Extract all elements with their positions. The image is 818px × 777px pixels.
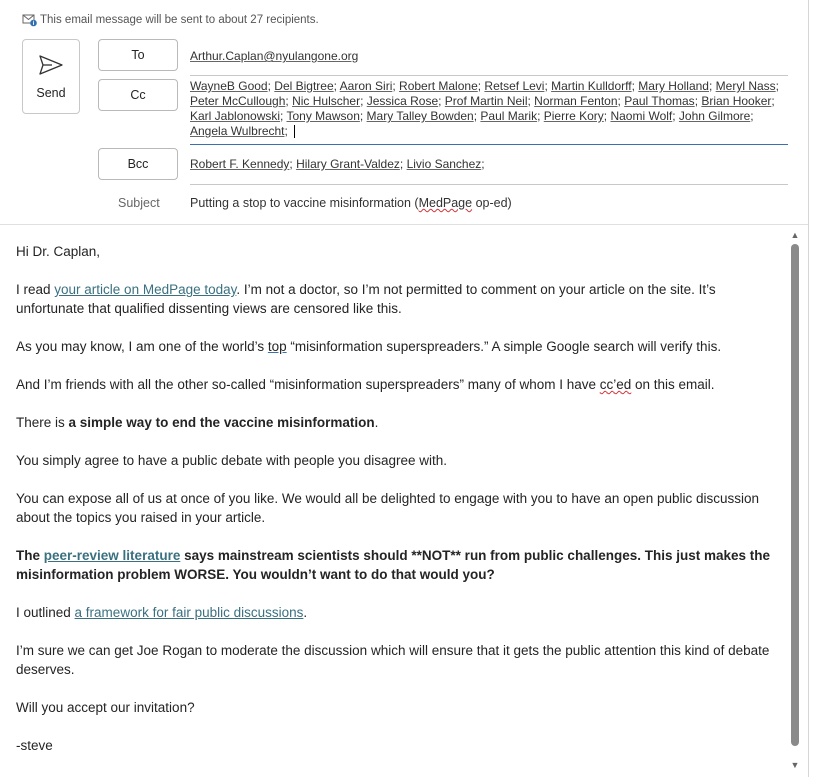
- p4-bold: a simple way to end the vaccine misinformation: [68, 415, 375, 430]
- bcc-button-label: Bcc: [127, 157, 149, 171]
- paragraph-10: Will you accept our invitation?: [16, 700, 195, 715]
- recipient-separator: ;: [544, 79, 552, 93]
- scroll-down-arrow-icon[interactable]: ▼: [790, 760, 800, 770]
- p1-text-a: I read: [16, 282, 55, 297]
- p8-text-a: I outlined: [16, 605, 75, 620]
- cc-recipient[interactable]: Tony Mawson: [286, 109, 360, 123]
- cc-recipient[interactable]: Jessica Rose: [366, 94, 439, 108]
- recipient-separator: ;: [771, 94, 775, 108]
- cc-recipient[interactable]: Brian Hooker: [701, 94, 772, 108]
- paragraph-4: [16, 413, 776, 432]
- cc-recipient[interactable]: Peter McCullough: [190, 94, 286, 108]
- p2-text-a: As you may know, I am one of the world’s: [16, 339, 268, 354]
- bcc-recipient[interactable]: Hilary Grant-Valdez: [296, 157, 400, 171]
- recipient-separator: ;: [775, 79, 780, 93]
- recipient-separator: ;: [285, 94, 293, 108]
- p1-text-b: . I’m not a doctor, so I’m not permitted to comment on your article on the site. It’s unfortunate that qualified dissenting views are censored like this.: [16, 282, 716, 316]
- subject-field[interactable]: [190, 196, 512, 210]
- paragraph-9: I’m sure we can get Joe Rogan to moderate the discussion which will ensure that it gets the public attention this kind of debate deserves.: [16, 643, 770, 677]
- recipient-separator: ;: [280, 109, 287, 123]
- cc-button[interactable]: [98, 79, 178, 111]
- recipient-separator: ;: [289, 157, 297, 171]
- cc-recipient[interactable]: Meryl Nass: [715, 79, 776, 93]
- scrollbar-thumb[interactable]: [791, 244, 799, 746]
- subject-text-end: op-ed): [472, 196, 512, 210]
- subject-text-start: Putting a stop to vaccine misinformation (: [190, 196, 419, 210]
- recipient-separator: ;: [359, 109, 367, 123]
- vertical-scrollbar[interactable]: [788, 228, 802, 774]
- p8-text-b: .: [303, 605, 308, 620]
- to-button[interactable]: [98, 39, 178, 71]
- recipient-separator: ;: [477, 79, 485, 93]
- subject-label: Subject: [118, 196, 160, 210]
- cc-recipient[interactable]: Naomi Wolf: [610, 109, 673, 123]
- paragraph-6: You can expose all of us at once of you like. We would all be delighted to engage with you to have an open public discussion about the topics you raised in your article.: [16, 491, 760, 525]
- recipient-separator: ;: [473, 109, 481, 123]
- cc-recipient[interactable]: Paul Marik: [480, 109, 538, 123]
- paragraph-8: [16, 603, 776, 622]
- recipient-separator: ;: [527, 94, 535, 108]
- to-button-label: To: [131, 48, 145, 62]
- header-divider: [0, 224, 808, 225]
- paragraph-1: [16, 280, 776, 318]
- subject-flagged-word: MedPage: [418, 196, 473, 210]
- paragraph-7: [16, 546, 776, 584]
- cc-recipient[interactable]: Paul Thomas: [624, 94, 695, 108]
- bcc-field[interactable]: [190, 157, 788, 172]
- p7-text-a: The: [16, 548, 44, 563]
- peer-review-link[interactable]: peer-review literature: [43, 548, 181, 563]
- recipient-separator: ;: [392, 79, 400, 93]
- recipient-separator: ;: [333, 79, 340, 93]
- p4-text-b: .: [374, 415, 379, 430]
- cc-recipient[interactable]: Angela Wulbrecht: [190, 124, 285, 138]
- article-link[interactable]: your article on MedPage today: [54, 282, 237, 297]
- bcc-button[interactable]: [98, 148, 178, 180]
- cc-recipient[interactable]: WayneB Good: [190, 79, 268, 93]
- cc-field[interactable]: [190, 79, 788, 139]
- message-body[interactable]: [16, 242, 776, 774]
- recipient-separator: ;: [672, 109, 679, 123]
- signature: -steve: [16, 738, 53, 753]
- paragraph-3: [16, 375, 776, 394]
- recipient-separator: ;: [631, 79, 639, 93]
- recipient-notice: [22, 12, 319, 28]
- recipient-separator: ;: [399, 157, 407, 171]
- recipient-separator: ;: [708, 79, 716, 93]
- recipient-separator: ;: [617, 94, 625, 108]
- cc-recipient[interactable]: Aaron Siri: [339, 79, 393, 93]
- to-field[interactable]: [190, 49, 788, 64]
- to-recipient[interactable]: Arthur.Caplan@nyulangone.org: [190, 49, 359, 63]
- recipient-separator: ;: [360, 94, 367, 108]
- recipient-separator: ;: [481, 157, 485, 171]
- cc-recipient[interactable]: John Gilmore: [678, 109, 751, 123]
- p3-text-a: And I’m friends with all the other so-called “misinformation superspreaders” many of whom I have: [16, 377, 600, 392]
- bcc-recipient[interactable]: Robert F. Kennedy: [190, 157, 290, 171]
- cc-button-label: Cc: [130, 88, 146, 102]
- cc-recipient[interactable]: Nic Hulscher: [292, 94, 361, 108]
- recipient-separator: ;: [694, 94, 702, 108]
- to-field-underline: [190, 75, 788, 76]
- cc-recipient[interactable]: Karl Jablonowski: [190, 109, 281, 123]
- send-button-label: Send: [36, 85, 66, 100]
- p2-text-b: “misinformation superspreaders.” A simple Google search will verify this.: [286, 339, 722, 354]
- greeting: Hi Dr. Caplan,: [16, 244, 101, 259]
- send-button[interactable]: [22, 39, 80, 114]
- cc-field-underline: [190, 144, 788, 145]
- recipient-separator: ;: [750, 109, 754, 123]
- bcc-recipient[interactable]: Livio Sanchez: [406, 157, 482, 171]
- recipient-notice-text: This email message will be sent to about 27 recipients.: [40, 14, 319, 26]
- p3-text-b: on this email.: [631, 377, 715, 392]
- recipient-separator: ;: [267, 79, 275, 93]
- recipient-separator: ;: [284, 124, 292, 138]
- paragraph-5: You simply agree to have a public debate with people you disagree with.: [16, 453, 448, 468]
- cced-word: cc’ed: [599, 377, 632, 392]
- cc-recipient[interactable]: Mary Holland: [638, 79, 709, 93]
- p7-text-b: says mainstream scientists should **NOT** run from public challenges. This just makes the misinformation problem WORSE. You wouldn’t want to do that would you?: [16, 548, 771, 582]
- cc-recipient[interactable]: Retsef Levi: [484, 79, 545, 93]
- cc-recipient[interactable]: Robert Malone: [399, 79, 478, 93]
- mail-info-icon: [22, 13, 38, 27]
- recipient-separator: ;: [537, 109, 544, 123]
- paragraph-2: [16, 337, 776, 356]
- cc-recipient[interactable]: Mary Talley Bowden: [366, 109, 474, 123]
- text-cursor: [294, 125, 295, 138]
- cc-recipient[interactable]: Pierre Kory: [543, 109, 604, 123]
- cc-recipient[interactable]: Prof Martin Neil: [444, 94, 528, 108]
- recipient-separator: ;: [438, 94, 445, 108]
- top-word: top: [267, 339, 287, 354]
- cc-recipient[interactable]: Norman Fenton: [534, 94, 618, 108]
- cc-recipient[interactable]: Del Bigtree: [274, 79, 334, 93]
- send-icon: [38, 54, 64, 76]
- p4-text-a: There is: [16, 415, 69, 430]
- framework-link[interactable]: a framework for fair public discussions: [74, 605, 304, 620]
- cc-recipient[interactable]: Martin Kulldorff: [551, 79, 632, 93]
- scroll-up-arrow-icon[interactable]: ▲: [790, 230, 800, 240]
- recipient-separator: ;: [603, 109, 611, 123]
- bcc-field-underline: [190, 184, 788, 185]
